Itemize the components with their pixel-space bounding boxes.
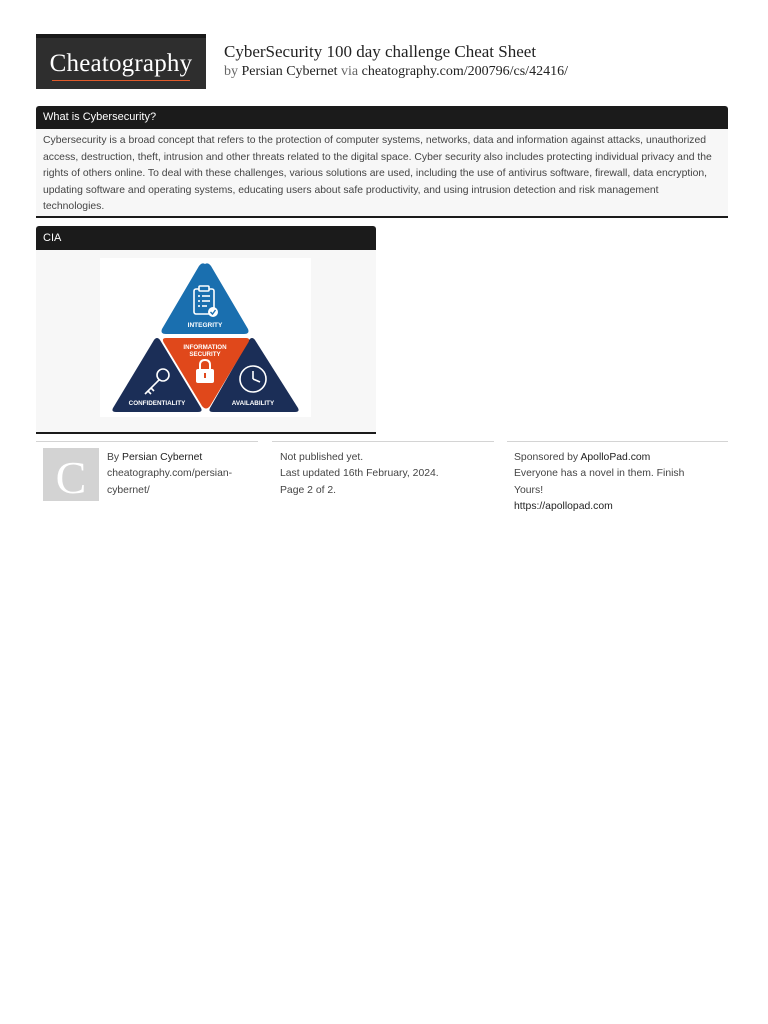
footer-by-prefix: By (107, 452, 120, 463)
title-block (224, 42, 568, 80)
sponsor-text-line2: Yours! (514, 484, 544, 496)
author-profile-link[interactable] (107, 466, 257, 499)
section-what-is-cybersecurity (36, 106, 728, 218)
author-link[interactable]: Persian Cybernet (241, 64, 338, 79)
sponsor-text-line1: Everyone has a novel in them. Finish (514, 468, 685, 480)
page-header (36, 34, 728, 90)
author-url-line2: cybernet/ (107, 484, 150, 496)
by-prefix: by (224, 64, 238, 79)
cia-triad-diagram (100, 258, 311, 417)
cia-triad-image (100, 258, 311, 417)
section-cia (36, 226, 376, 434)
author-url-line1: cheatography.com/persian- (107, 468, 233, 480)
publish-status: Not published yet. (280, 452, 364, 463)
sheet-url-link[interactable]: cheatography.com/200796/cs/42416/ (361, 64, 568, 79)
page-number: Page 2 of 2. (280, 484, 337, 496)
footer-divider (36, 441, 258, 442)
cheatography-logo[interactable] (36, 34, 206, 89)
sponsor-url-link[interactable]: https://apollopad.com (514, 501, 613, 513)
integrity-label: INTEGRITY (187, 322, 223, 329)
avatar-letter: C (55, 452, 87, 503)
footer-sponsor (514, 450, 724, 516)
byline (224, 64, 568, 80)
section-heading: CIA (36, 226, 376, 250)
footer-author (107, 450, 257, 499)
footer-author-link[interactable]: Persian Cybernet (122, 452, 203, 463)
sponsor-line (514, 450, 724, 466)
sponsor-link[interactable]: ApolloPad.com (580, 452, 651, 463)
logo-text: Cheatography (49, 50, 193, 77)
footer-publish-info (280, 450, 490, 499)
section-heading: What is Cybersecurity? (36, 106, 728, 129)
footer-author-line (107, 450, 257, 466)
logo-underline (52, 80, 190, 81)
last-updated: Last updated 16th February, 2024. (280, 468, 439, 480)
information-label: INFORMATION (183, 344, 227, 351)
section-body: Cybersecurity is a broad concept that refers to the protection of computer systems, networks, data and information against attacks, unauthorized access, destruction, theft, intrusion and other threats related to the digital space. Cyber security also includes protecting individual privacy and the rights of others online. To deal with these challenges, various solutions are used, including the use of antivirus software, firewall, data encryption, updating software and operating systems, educating users about safe productivity, and using intrusion detection and risk management technologies. (43, 135, 712, 213)
footer-divider (507, 441, 728, 442)
security-label: SECURITY (189, 351, 221, 358)
author-avatar[interactable] (43, 448, 99, 501)
confidentiality-label: CONFIDENTIALITY (128, 400, 186, 407)
footer-divider (272, 441, 494, 442)
via-prefix: via (341, 64, 359, 79)
page-title: CyberSecurity 100 day challenge Cheat Sheet (224, 42, 537, 61)
availability-label: AVAILABILITY (231, 400, 275, 407)
sponsor-prefix: Sponsored by (514, 452, 579, 463)
